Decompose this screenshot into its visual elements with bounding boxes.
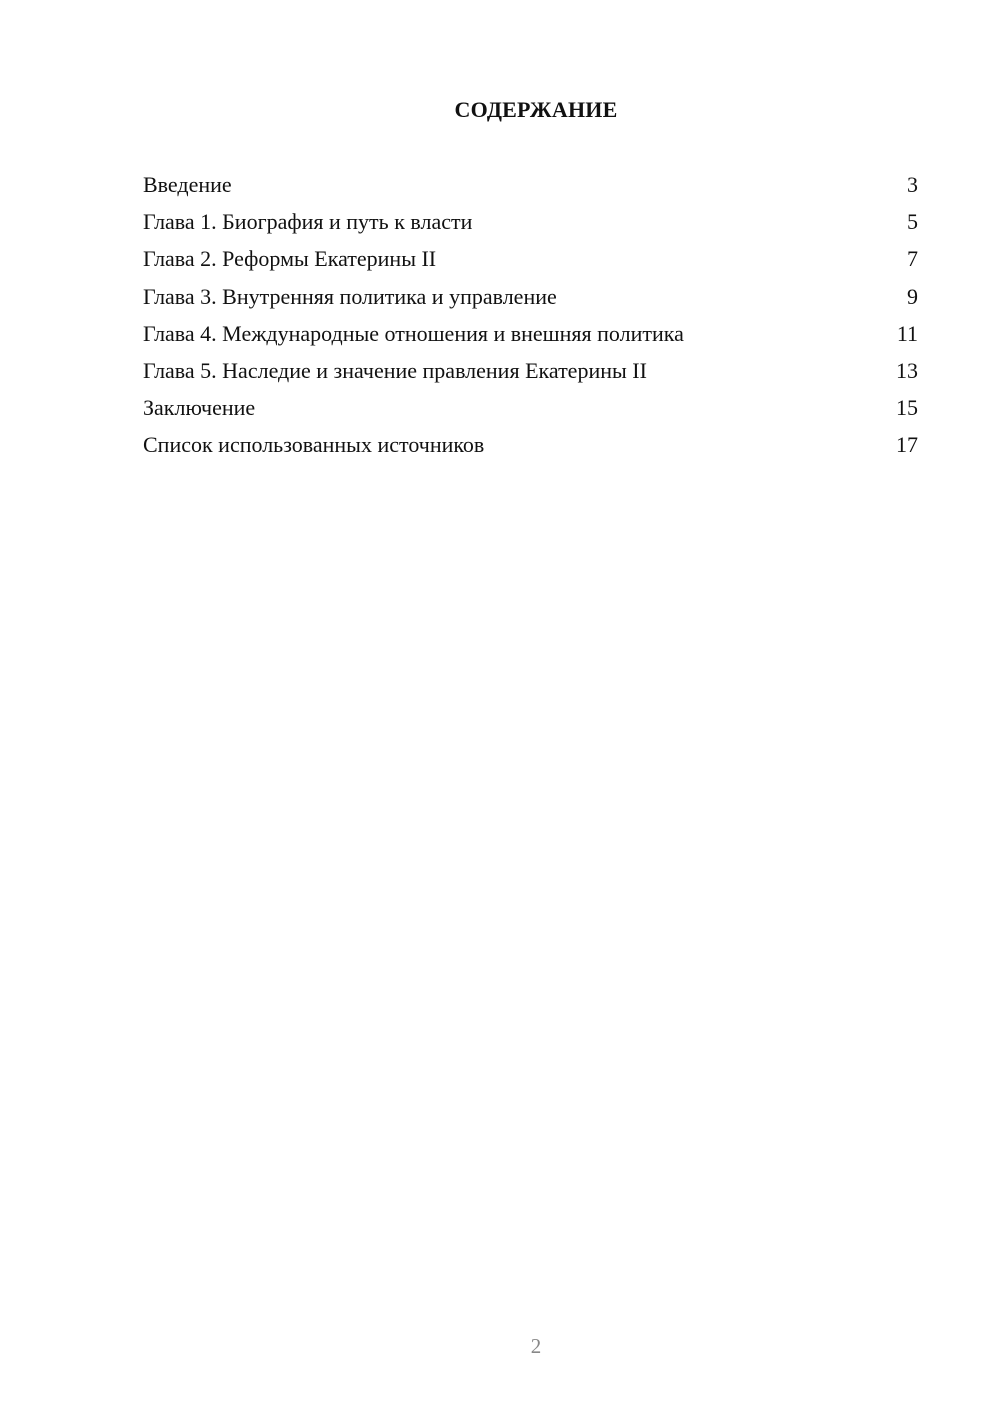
toc-entry[interactable] [143,321,918,358]
table-of-contents [143,172,918,470]
toc-entry-page: 5 [907,209,918,235]
toc-entry[interactable] [143,246,918,283]
toc-entry-label: Глава 4. Международные отношения и внешняя политика [143,320,684,346]
toc-entry-page: 3 [907,172,918,197]
toc-entry-label: Глава 5. Наследие и значение правления Екатерины II [143,357,647,383]
toc-entry-label: Список использованных источников [143,432,485,458]
toc-entry-page: 9 [907,283,918,309]
toc-entry-label: Введение [143,172,232,197]
toc-entry[interactable] [143,358,918,395]
toc-entry-page: 17 [896,432,918,458]
toc-entry[interactable] [143,284,918,321]
toc-entry-page: 13 [896,357,918,383]
toc-entry-page: 15 [896,395,918,421]
toc-entry-label: Глава 3. Внутренняя политика и управление [143,283,557,309]
toc-entry-label: Заключение [143,395,256,421]
toc-entry-label: Глава 2. Реформы Екатерины II [143,246,437,272]
page-title: СОДЕРЖАНИЕ [454,97,618,122]
toc-entry-label: Глава 1. Биография и путь к власти [143,209,473,235]
toc-entry[interactable] [143,209,918,246]
toc-entry[interactable] [143,172,918,209]
toc-entry[interactable] [143,395,918,432]
toc-entry[interactable] [143,432,918,469]
toc-entry-page: 7 [907,246,918,272]
page-number: 2 [530,1334,542,1358]
toc-entry-page: 11 [896,320,918,346]
